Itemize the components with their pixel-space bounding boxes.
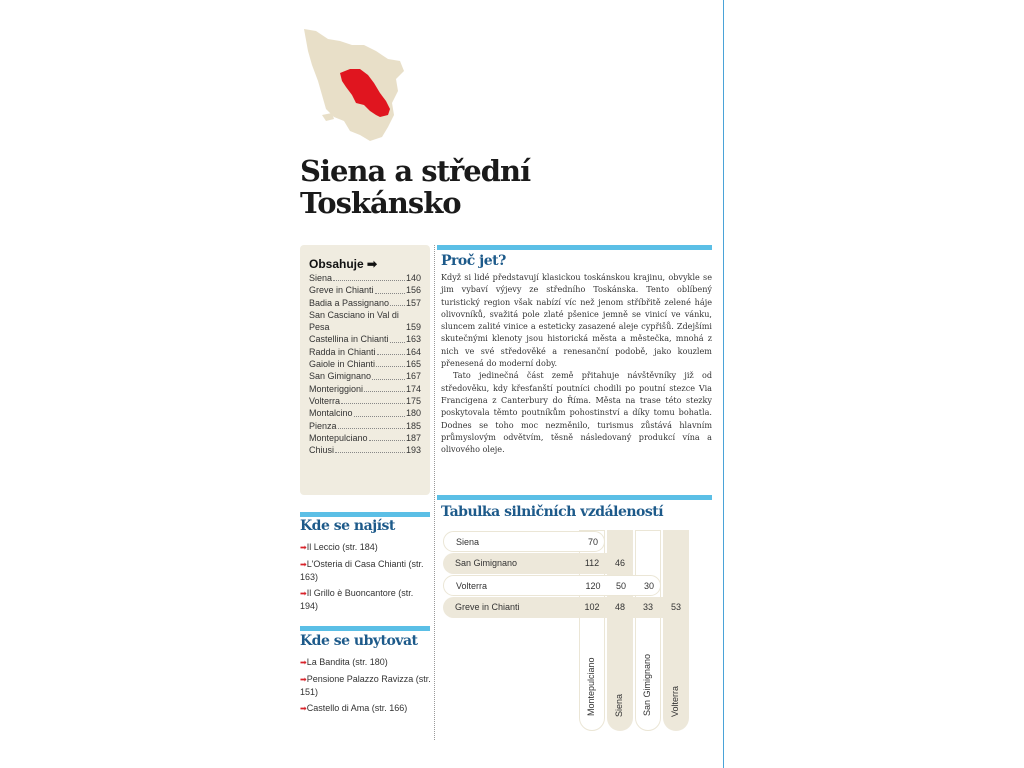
contents-item-name: San Gimignano: [309, 371, 372, 382]
contents-item-name: Montalcino: [309, 408, 353, 419]
contents-item-name: San Casciano in Val di Pesa: [309, 309, 399, 333]
distance-value: 70: [587, 537, 598, 547]
contents-item-page: 156: [405, 285, 421, 296]
dot-leader: [354, 416, 405, 417]
why-bar: [437, 245, 712, 250]
contents-item-page: 174: [405, 383, 421, 394]
contents-item: [309, 284, 421, 296]
contents-item-page: 167: [405, 371, 421, 382]
contents-item-page: 163: [405, 334, 421, 345]
contents-item-page: 140: [405, 273, 421, 283]
row-label: Volterra: [456, 581, 488, 591]
distance-value: 46: [614, 558, 625, 568]
contents-item: [309, 420, 421, 432]
contents-item: [309, 432, 421, 444]
dot-leader: [377, 354, 405, 355]
contents-item-name: Gaiole in Chianti: [309, 359, 376, 370]
contents-item-name: Volterra: [309, 395, 341, 406]
dot-leader: [390, 305, 405, 306]
contents-item: [309, 407, 421, 419]
column-label: Volterra: [670, 685, 680, 717]
contents-item-name: Montepulciano: [309, 432, 368, 443]
column-divider: [434, 245, 435, 740]
sleep-item: ➡La Bandita (str. 180): [300, 657, 388, 667]
eat-list: [300, 541, 432, 616]
contents-item-name: Badia a Passignano: [309, 297, 390, 308]
arrow-right-icon: ➡: [300, 589, 307, 598]
sleep-item: ➡Castello di Ama (str. 166): [300, 703, 408, 713]
arrow-right-icon: ➡: [300, 704, 307, 713]
contents-item-name: Radda in Chianti: [309, 346, 376, 357]
column-label: Montepulciano: [586, 657, 596, 716]
row-label: Greve in Chianti: [455, 602, 520, 612]
contents-item-name: Monteriggioni: [309, 383, 364, 394]
contents-item: [309, 444, 421, 456]
contents-item-page: 180: [405, 408, 421, 419]
contents-heading: Obsahuje ➡: [309, 257, 378, 271]
sleep-item: ➡Pensione Palazzo Ravizza (str. 151): [300, 674, 431, 697]
dot-leader: [341, 403, 405, 404]
contents-item-page: 159: [405, 322, 421, 333]
distance-value: 102: [584, 602, 600, 612]
contents-item: [309, 370, 421, 382]
contents-item-name: Chiusi: [309, 445, 335, 456]
eat-heading: Kde se najíst: [300, 518, 395, 534]
contents-item-page: 185: [405, 420, 421, 431]
contents-item: [309, 346, 421, 358]
contents-item: [309, 272, 421, 284]
contents-item-page: 175: [405, 395, 421, 406]
why-heading: Proč jet?: [441, 253, 506, 269]
dot-leader: [372, 379, 405, 380]
arrow-right-icon: ➡: [300, 675, 307, 684]
contents-list: [309, 272, 421, 456]
contents-item: [309, 395, 421, 407]
contents-item-page: 193: [405, 445, 421, 456]
arrow-right-icon: ➡: [300, 658, 307, 667]
distance-value: 120: [585, 581, 601, 591]
dot-leader: [369, 440, 405, 441]
dot-leader: [333, 280, 405, 281]
page-title: Siena a střední Toskánsko: [300, 154, 531, 220]
distances-heading: Tabulka silničních vzdáleností: [441, 504, 664, 520]
distance-value: 53: [670, 602, 681, 612]
contents-item-page: 164: [405, 346, 421, 357]
contents-item: [309, 358, 421, 370]
why-text: Když si lidé představují klasickou toskánskou krajinu, obvykle se jim vybaví výjevy ze středního Toskánska. Tento oblíbený turistický region však nabízí víc než jenom stříbřitě zelené háje olivovníků, svažitá pole zlaté pšenice jemně se vinicí ve vánku, sluncem zalité vinice a esteticky zasazené aleje cypřišů. Zdejšími skutečnými klenoty jsou historická města a městečka, mnohá z nich ve své středověké a renesanční podobě, jako kouzlem přenesená do moderní doby. Tato jedinečná část země přitahuje návštěvníky již od středověku, kdy křesťanští poutníci chodili po poutní stezce Via Francigena z Canterbury do Říma. Města na trase této stezky poskytovala těmto poutníkům pohostinství a díky tomu bohatla. Dodnes se toho moc nezměnilo, turismus zůstává hlavním průmyslovým odvětvím, těsně následovaný produkcí vína a olivového oleje.: [441, 272, 712, 455]
row-label: Siena: [456, 537, 480, 547]
contents-item: [309, 383, 421, 395]
contents-item-name: Castellina in Chianti: [309, 334, 389, 345]
dot-leader: [375, 293, 405, 294]
dot-leader: [335, 452, 405, 453]
dot-leader: [338, 428, 405, 429]
distance-value: 33: [642, 602, 653, 612]
distance-row: [443, 553, 633, 574]
dot-leader: [376, 366, 405, 367]
contents-item: [309, 297, 421, 309]
sleep-bar: [300, 626, 430, 631]
column-label: San Gimignano: [642, 653, 652, 716]
contents-item-name: Greve in Chianti: [309, 285, 374, 296]
sleep-list: [300, 656, 432, 719]
distance-row: [443, 531, 605, 552]
eat-bar: [300, 512, 430, 517]
contents-item-name: Siena: [309, 273, 333, 283]
contents-item-page: 165: [405, 359, 421, 370]
arrow-right-icon: ➡: [367, 257, 378, 271]
distance-row: [443, 575, 661, 596]
distance-value: 50: [615, 581, 626, 591]
sleep-heading: Kde se ubytovat: [300, 633, 418, 649]
row-label: San Gimignano: [455, 558, 518, 568]
dot-leader: [390, 342, 405, 343]
column-label: Siena: [614, 693, 624, 717]
eat-item: ➡L'Osteria di Casa Chianti (str. 163): [300, 559, 424, 582]
dot-leader: [364, 391, 405, 392]
distances-bar: [437, 495, 712, 500]
page-edge-line: [723, 0, 724, 768]
contents-item-name: Pienza: [309, 420, 337, 431]
arrow-right-icon: ➡: [300, 560, 307, 569]
contents-box: [300, 245, 430, 495]
contents-item: [309, 333, 421, 345]
tuscany-map: [300, 25, 410, 150]
contents-item-page: 157: [405, 297, 421, 308]
distance-value: 112: [584, 558, 600, 568]
contents-item: [309, 309, 421, 334]
contents-item-page: 187: [405, 432, 421, 443]
distance-value: 30: [643, 581, 654, 591]
distance-value: 48: [614, 602, 625, 612]
distance-row: [443, 597, 689, 618]
distance-column: [635, 530, 661, 731]
distance-column: [663, 530, 689, 731]
eat-item: ➡Il Grillo è Buoncantore (str. 194): [300, 588, 414, 611]
eat-item: ➡Il Leccio (str. 184): [300, 542, 378, 552]
arrow-right-icon: ➡: [300, 543, 307, 552]
